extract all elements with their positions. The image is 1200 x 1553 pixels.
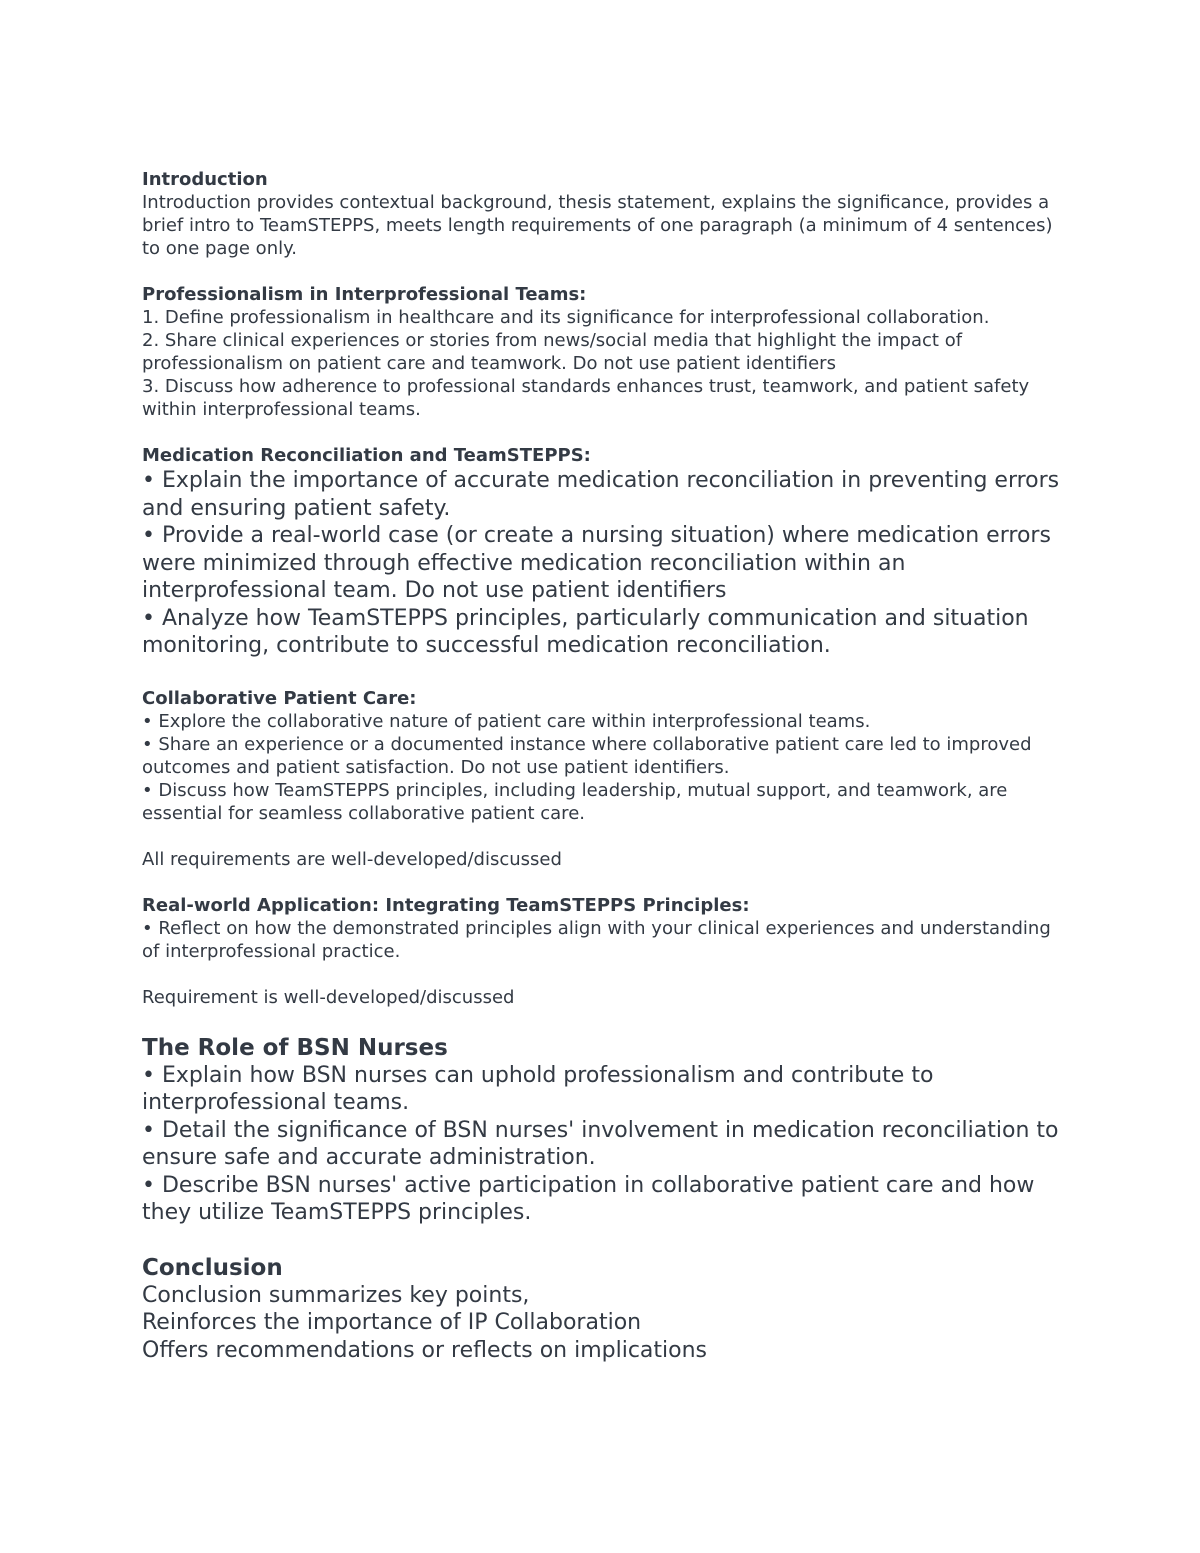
medication-heading: Medication Reconciliation and TeamSTEPPS: — [142, 445, 591, 466]
professionalism-item: 3. Discuss how adherence to professional standards enhances trust, teamwork, and patient safety within interprofessional teams. — [142, 376, 1035, 420]
conclusion-section — [142, 1254, 1062, 1365]
collaborative-heading: Collaborative Patient Care: — [142, 687, 417, 709]
medication-item: • Analyze how TeamSTEPPS principles, particularly communication and situation monitoring, contribute to successful medication reconciliation. — [142, 605, 1036, 658]
medication-item: • Explain the importance of accurate medication reconciliation in preventing errors and ensuring patient safety. — [142, 468, 1067, 521]
introduction-body: Introduction provides contextual background, thesis statement, explains the significance, provides a brief intro to TeamSTEPPS, meets length requirements of one paragraph (a minimum of 4 sentences) to one page only. — [142, 192, 1059, 259]
realworld-section — [142, 894, 1062, 1009]
bsn-section — [142, 1034, 1066, 1227]
bsn-item: • Describe BSN nurses' active participation in collaborative patient care and how they utilize TeamSTEPPS principles. — [142, 1172, 1042, 1225]
medication-section — [142, 444, 1067, 660]
bsn-item: • Detail the significance of BSN nurses' involvement in medication reconciliation to ensure safe and accurate administration. — [142, 1117, 1066, 1170]
collaborative-section — [142, 687, 1062, 871]
professionalism-heading: Professionalism in Interprofessional Teams: — [142, 284, 587, 305]
medication-item: • Provide a real-world case (or create a nursing situation) where medication errors were minimized through effective medication reconciliation within an interprofessional team. Do not use patient identifiers — [142, 523, 1058, 603]
conclusion-line: Conclusion summarizes key points, — [142, 1282, 530, 1308]
realworld-item: • Reflect on how the demonstrated principles align with your clinical experiences and understanding of interprofessional practice. — [142, 917, 1057, 962]
document-page — [142, 168, 1067, 1364]
collaborative-item: • Discuss how TeamSTEPPS principles, including leadership, mutual support, and teamwork, are essential for seamless collaborative patient care. — [142, 779, 1014, 824]
conclusion-line: Reinforces the importance of IP Collaboration — [142, 1310, 642, 1335]
conclusion-line: Offers recommendations or reflects on implications — [142, 1337, 708, 1363]
bsn-heading: The Role of BSN Nurses — [142, 1034, 448, 1061]
realworld-note: Requirement is well-developed/discussed — [142, 986, 515, 1008]
collaborative-item: • Explore the collaborative nature of patient care within interprofessional teams. — [142, 710, 871, 732]
introduction-heading: Introduction — [142, 169, 268, 190]
introduction-section — [142, 168, 1062, 260]
realworld-heading: Real-world Application: Integrating TeamSTEPPS Principles: — [142, 894, 750, 916]
bsn-item: • Explain how BSN nurses can uphold professionalism and contribute to interprofessional teams. — [142, 1062, 941, 1115]
conclusion-heading: Conclusion — [142, 1254, 283, 1281]
professionalism-item: 2. Share clinical experiences or stories from news/social media that highlight the impact of professionalism on patient care and teamwork. Do not use patient identifiers — [142, 330, 968, 374]
collaborative-note: All requirements are well-developed/discussed — [142, 848, 562, 870]
collaborative-item: • Share an experience or a documented instance where collaborative patient care led to improved outcomes and patient satisfaction. Do not use patient identifiers. — [142, 733, 1038, 778]
professionalism-item: 1. Define professionalism in healthcare and its significance for interprofessional collaboration. — [142, 307, 990, 328]
professionalism-section — [142, 283, 1062, 421]
